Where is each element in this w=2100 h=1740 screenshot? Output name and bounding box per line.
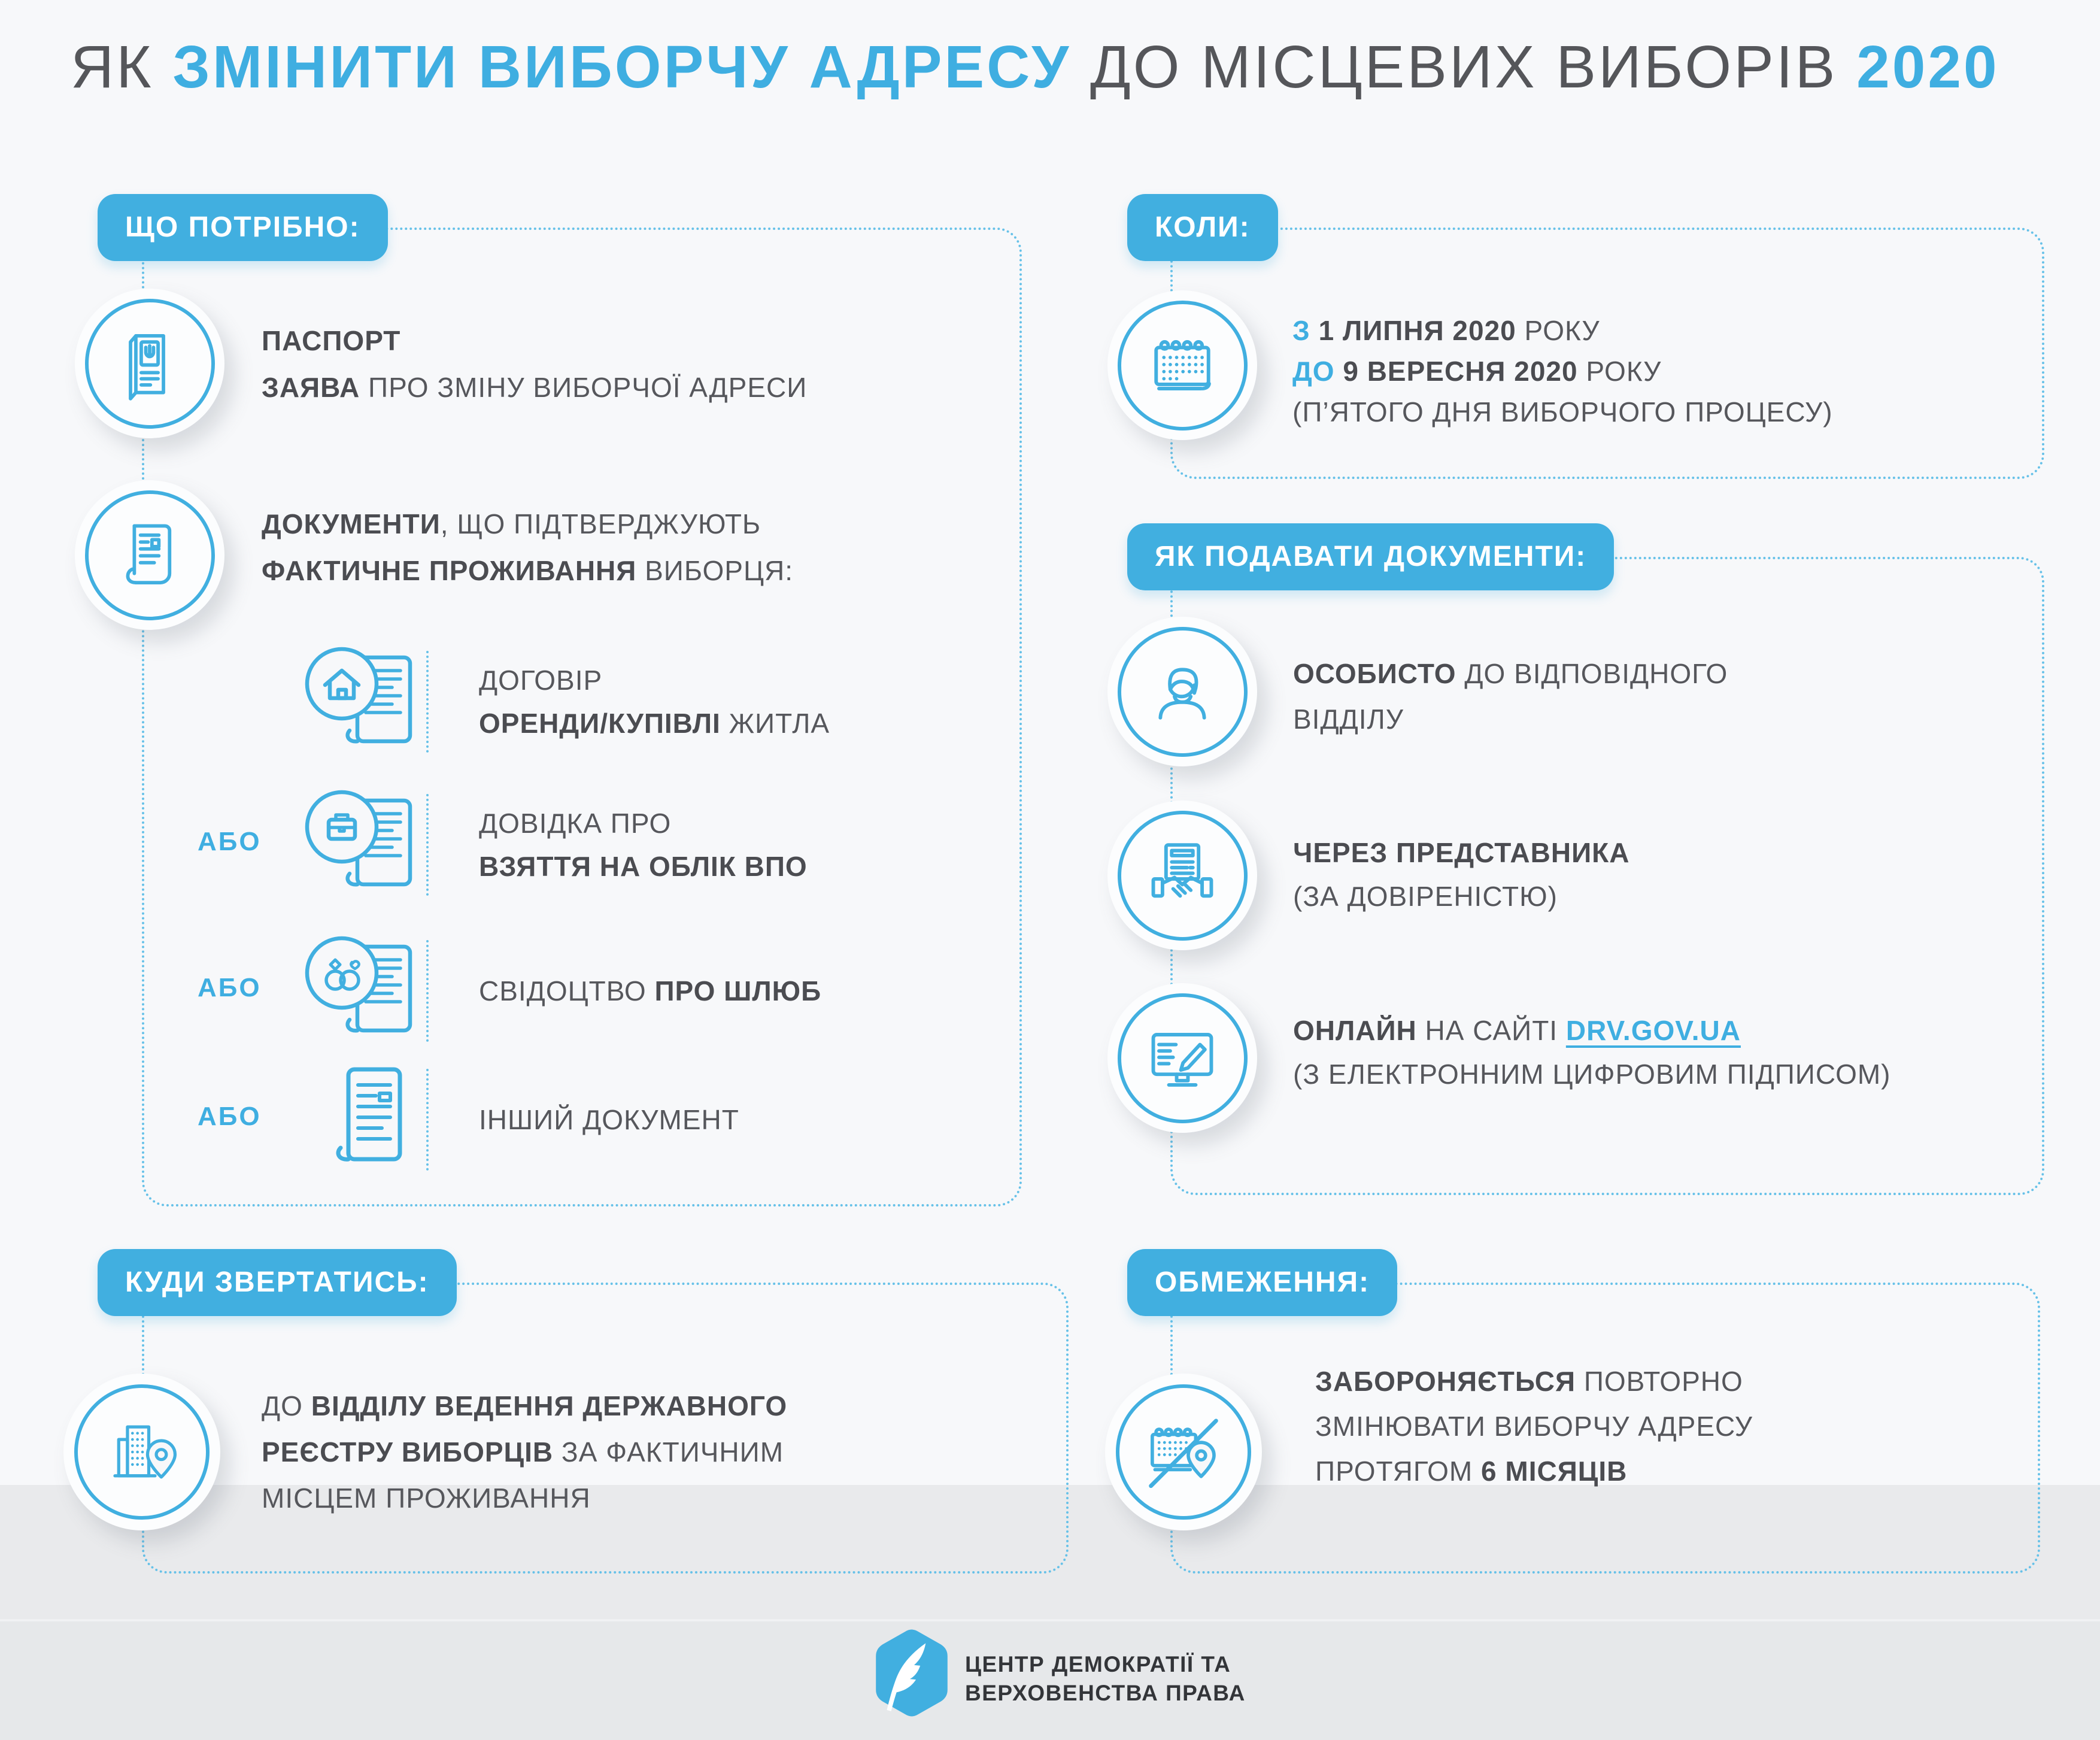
representative-handshake-icon [1143,836,1221,914]
text-line [1315,1359,1753,1404]
text-regular: ДО [262,1390,311,1421]
text-line [1293,1009,1890,1053]
registry-office-circle [63,1374,220,1530]
calendar-item-circle [1107,290,1257,440]
text-regular: (З ЕЛЕКТРОННИМ ЦИФРОВИМ ПІДПИСОМ) [1293,1059,1891,1090]
page-title [71,33,1999,102]
text-regular: ПРОТЯГОМ [1315,1456,1482,1487]
or-label: АБО [198,827,262,856]
text-accent: З [1292,315,1310,346]
icon-ring [1118,627,1248,757]
text-regular: ДО ВІДПОВІДНОГО [1456,658,1728,689]
title-run: ДО МІСЦЕВИХ ВИБОРІВ [1071,34,1857,101]
documents-item-circle [75,480,224,630]
text-regular: СВІДОЦТВО [479,975,655,1007]
drv-gov-ua-link[interactable]: DRV.GOV.UA [1565,1015,1741,1046]
text-regular: МІСЦЕМ ПРОЖИВАННЯ [262,1483,591,1514]
text-line [1315,1404,1753,1449]
text-line [479,1098,739,1141]
no-repeat-change-icon [1143,1411,1224,1493]
text-regular: ЗМІНЮВАТИ ВИБОРЧУ АДРЕСУ [1315,1411,1753,1442]
icon-ring [85,490,215,620]
text-bold: 9 ВЕРЕСНЯ 2020 [1334,356,1578,387]
representative-circle [1107,801,1257,950]
text-line [1293,831,1629,875]
text-line [1292,351,1833,392]
text-bold: 1 ЛИПНЯ 2020 [1310,315,1516,346]
text-line [262,317,807,364]
idp-certificate-text [479,802,808,888]
limits-circle [1105,1374,1262,1530]
text-bold: ДОКУМЕНТИ [262,508,441,539]
text-regular: НА САЙТІ [1416,1015,1566,1046]
representative-text [1293,831,1629,918]
icon-ring [1118,811,1248,941]
text-line [479,845,808,888]
org-name-line: ВЕРХОВЕНСТВА ПРАВА [965,1681,1246,1705]
limits-item-text [1315,1359,1753,1494]
title-run: ЯК [71,34,173,101]
passport-item-circle [75,289,224,438]
or-label: АБО [198,1102,262,1131]
marriage-certificate-text [479,969,821,1013]
text-bold: ОСОБИСТО [1293,658,1456,689]
documents-icon [111,517,188,593]
text-line [479,802,808,845]
org-name-line: ЦЕНТР ДЕМОКРАТІЇ ТА [965,1652,1231,1677]
org-name [965,1650,1246,1708]
text-bold: РЕЄСТРУ ВИБОРЦІВ [262,1436,554,1468]
text-line [262,1475,787,1521]
text-regular: , ЩО ПІДТВЕРДЖУЮТЬ [440,508,761,539]
text-bold: ОНЛАЙН [1293,1015,1417,1046]
in-person-text [1293,651,1728,742]
icon-ring [1116,1384,1252,1520]
cedem-logo [869,1627,954,1721]
text-bold: ЧЕРЕЗ ПРЕДСТАВНИКА [1293,837,1630,868]
text-regular: ВІДДІЛУ [1293,704,1404,735]
icon-ring [1118,993,1248,1123]
text-line [1293,651,1728,696]
online-monitor-icon [1143,1019,1221,1097]
text-line [1293,696,1728,742]
text-bold: ВІДДІЛУ ВЕДЕННЯ ДЕРЖАВНОГО [311,1390,788,1421]
person-icon [1143,653,1221,730]
icon-ring [74,1384,210,1520]
passport-item-text [262,317,807,411]
text-line [262,1429,787,1475]
title-run-accent: 2020 [1856,34,1999,101]
text-bold: ВЗЯТТЯ НА ОБЛІК ВПО [479,851,808,882]
text-regular: ВИБОРЦЯ: [636,555,794,586]
text-bold: ОРЕНДИ/КУПІВЛІ [479,708,721,739]
text-bold: ПРО ШЛЮБ [654,975,822,1007]
text-regular: ЖИТЛА [720,708,830,739]
when-item-text [1292,310,1833,432]
text-regular: ДОГОВІР [479,665,603,696]
text-regular: ДОВІДКА ПРО [479,808,672,839]
icon-ring [1118,301,1248,431]
badge-when: КОЛИ: [1127,194,1278,261]
rent-contract-text [479,659,830,745]
text-regular: ПРО ЗМІНУ ВИБОРЧОЇ АДРЕСИ [360,372,808,403]
text-regular: ІНШИЙ ДОКУМЕНТ [479,1104,739,1135]
text-regular: ПОВТОРНО [1576,1366,1743,1397]
rent-contract-icon [302,641,434,766]
marriage-certificate-icon [302,930,434,1056]
text-bold: ПАСПОРТ [262,325,401,356]
text-regular: РОКУ [1577,356,1662,387]
online-text [1293,1009,1890,1096]
text-bold: ЗАЯВА [262,372,360,403]
text-regular: ЗА ФАКТИЧНИМ [553,1436,784,1468]
text-regular: (ЗА ДОВІРЕНІСТЮ) [1293,881,1558,912]
documents-item-text [262,501,793,594]
text-regular: (П’ЯТОГО ДНЯ ВИБОРЧОГО ПРОЦЕСУ) [1292,396,1833,428]
text-regular: РОКУ [1516,315,1600,346]
passport-icon [111,325,188,402]
text-bold: ФАКТИЧНЕ ПРОЖИВАННЯ [262,555,637,586]
feather-logo-icon [869,1627,954,1718]
or-label: АБО [198,973,262,1002]
text-bold: ЗАБОРОНЯЄТЬСЯ [1315,1366,1576,1397]
text-line [262,364,807,411]
text-line [262,547,793,594]
other-document-icon [323,1060,422,1183]
icon-ring [85,299,215,429]
badge-where: КУДИ ЗВЕРТАТИСЬ: [98,1249,457,1316]
where-item-text [262,1383,787,1521]
in-person-circle [1107,617,1257,766]
badge-how: ЯК ПОДАВАТИ ДОКУМЕНТИ: [1127,523,1614,590]
calendar-icon [1143,326,1221,404]
building-location-icon [101,1411,183,1493]
text-line [262,501,793,547]
text-line [1292,392,1833,432]
text-line [1315,1449,1753,1494]
text-accent: ДО [1292,356,1335,387]
text-bold: 6 МІСЯЦІВ [1481,1456,1628,1487]
text-line [479,969,821,1013]
badge-limits: ОБМЕЖЕННЯ: [1127,1249,1397,1316]
text-line [479,659,830,702]
text-line [1292,310,1833,351]
text-line [262,1383,787,1429]
title-run-accent: ЗМІНИТИ ВИБОРЧУ АДРЕСУ [172,34,1072,101]
badge-what-needed: ЩО ПОТРІБНО: [98,194,388,261]
dotted-separator [426,1069,429,1171]
text-line [1293,1053,1890,1096]
text-line [1293,875,1629,918]
idp-certificate-icon [302,784,434,910]
text-line [479,702,830,745]
other-document-text [479,1098,739,1141]
online-circle [1107,983,1257,1133]
